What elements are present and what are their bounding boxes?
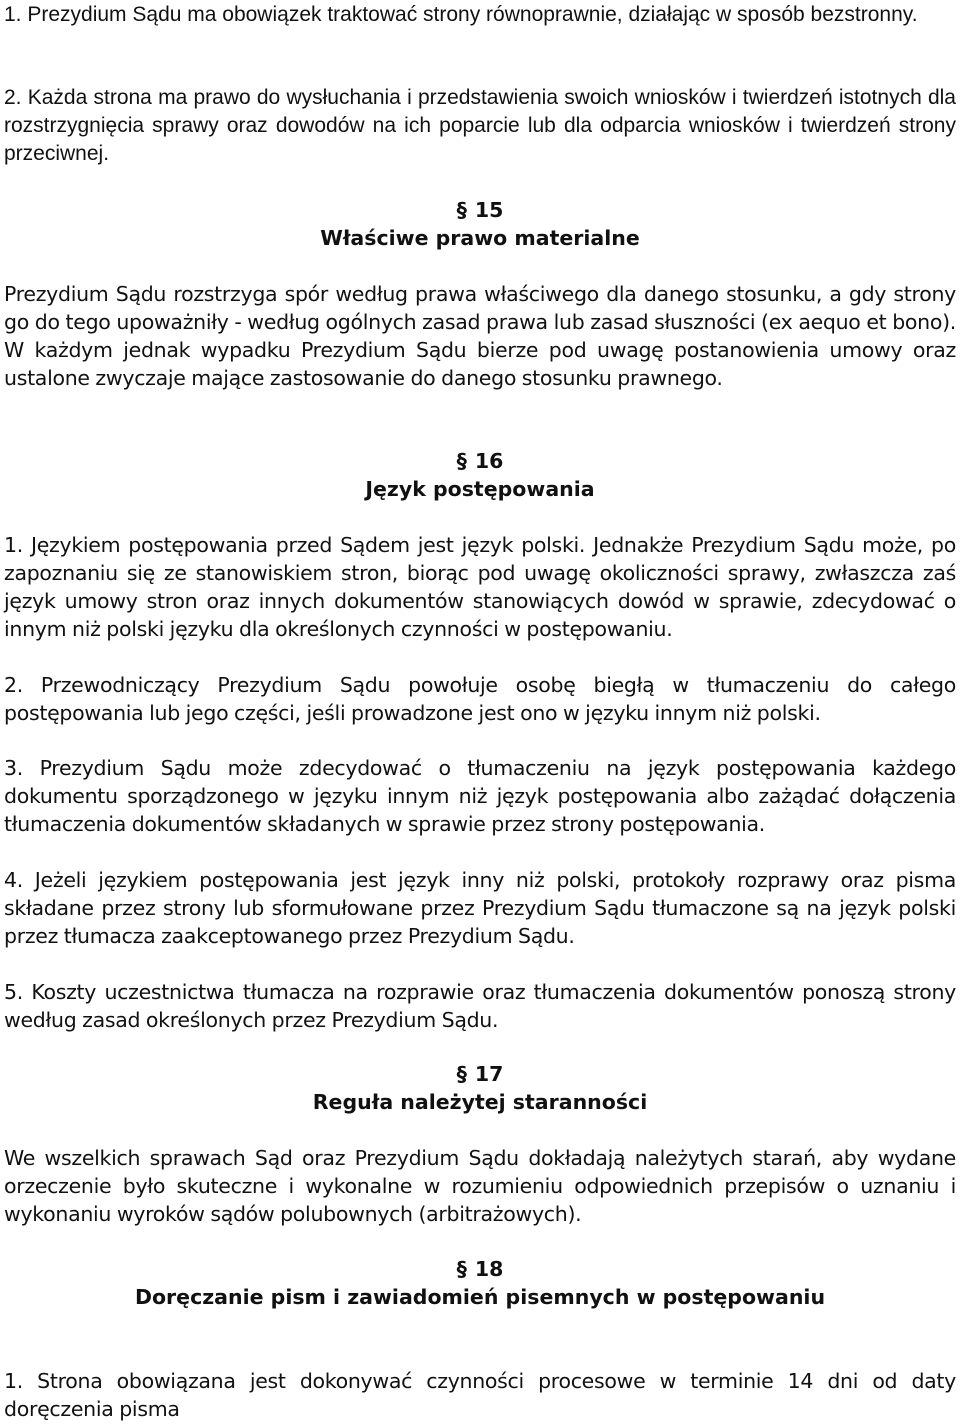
section-number: § 16 xyxy=(456,449,504,473)
intro-paragraph-2: 2. Każda strona ma prawo do wysłuchania i przedstawienia swoich wniosków i twierdzeń istotnych dla rozstrzygnięcia sprawy oraz dowodów na ich poparcie lub dla odparcia wniosków i twierdzeń strony przeciwnej. xyxy=(4,86,956,165)
section-title: Doręczanie pism i zawiadomień pisemnych w postępowaniu xyxy=(134,1285,826,1309)
section-17-paragraph-1: We wszelkich sprawach Sąd oraz Prezydium Sądu dokładają należytych starań, aby wydane orzeczenie było skuteczne i wykonalne w rozumieniu odpowiednich przepisów o uznaniu i wykonaniu wyroków sądów polubownych (arbitrażowych). xyxy=(4,1146,956,1226)
section-18-heading xyxy=(4,1255,956,1311)
section-15-paragraph-1: Prezydium Sądu rozstrzyga spór według prawa właściwego dla danego stosunku, a gdy strony go do tego upoważniły - według ogólnych zasad prawa lub zasad słuszności (ex aequo et bono). W każdym jednak wypadku Prezydium Sądu bierze pod uwagę postanowienia umowy oraz ustalone zwyczaje mające zastosowanie do danego stosunku prawnego. xyxy=(4,282,956,390)
section-title: Właściwe prawo materialne xyxy=(320,226,640,250)
section-symbol: § xyxy=(456,198,467,222)
section-16-heading xyxy=(4,447,956,503)
intro-paragraph-1: 1. Prezydium Sądu ma obowiązek traktować strony równoprawnie, działając w sposób bezstronny. xyxy=(4,3,918,26)
section-18-paragraph-1: 1. Strona obowiązana jest dokonywać czynności procesowe w terminie 14 dni od daty doręczenia pisma xyxy=(4,1369,956,1421)
section-title: Język postępowania xyxy=(365,477,595,501)
section-number: § 15 xyxy=(456,198,504,222)
section-16-paragraph-3: 3. Prezydium Sądu może zdecydować o tłumaczeniu na język postępowania każdego dokumentu sporządzonego w języku innym niż język postępowania albo zażądać dołączenia tłumaczenia dokumentów składanych w sprawie przez strony postępowania. xyxy=(4,756,956,836)
section-symbol: § xyxy=(456,1257,467,1281)
section-number: § 18 xyxy=(456,1257,504,1281)
section-symbol: § xyxy=(456,1062,467,1086)
section-16-paragraph-2: 2. Przewodniczący Prezydium Sądu powołuje osobę biegłą w tłumaczeniu do całego postępowania lub jego części, jeśli prowadzone jest ono w języku innym niż polski. xyxy=(4,673,956,725)
section-15-heading xyxy=(4,196,956,252)
section-number: § 17 xyxy=(456,1062,504,1086)
section-title: Reguła należytej staranności xyxy=(312,1090,648,1114)
section-17-heading xyxy=(4,1060,956,1116)
section-16-paragraph-4: 4. Jeżeli językiem postępowania jest język inny niż polski, protokoły rozprawy oraz pisma składane przez strony lub sformułowane przez Prezydium Sądu tłumaczone są na język polski przez tłumacza zaakceptowanego przez Prezydium Sądu. xyxy=(4,868,956,948)
section-16-paragraph-5: 5. Koszty uczestnictwa tłumacza na rozprawie oraz tłumaczenia dokumentów ponoszą strony według zasad określonych przez Prezydium Sądu. xyxy=(4,980,956,1032)
section-symbol: § xyxy=(456,449,467,473)
section-16-paragraph-1: 1. Językiem postępowania przed Sądem jest język polski. Jednakże Prezydium Sądu może, po zapoznaniu się ze stanowiskiem stron, biorąc pod uwagę okoliczności sprawy, zwłaszcza zaś język umowy stron oraz innych dokumentów stanowiących dowód w sprawie, zdecydować o innym niż polski języku dla określonych czynności w postępowaniu. xyxy=(4,533,956,641)
